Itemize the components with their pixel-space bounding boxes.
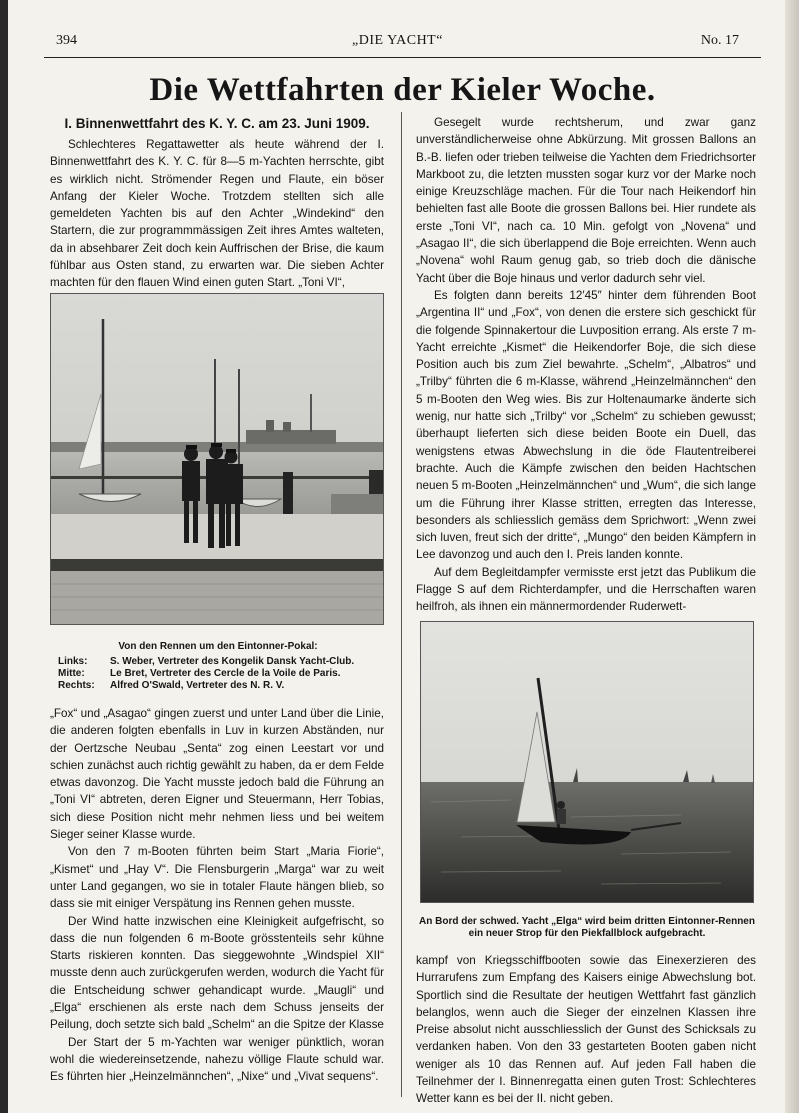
article-title: Die Wettfahrten der Kieler Woche.: [149, 72, 656, 108]
right-paragraph-1: Gesegelt wurde rechtsherum, und zwar ganz unverständlicherweise ohne Abkürzung. Mit grossen Ballons an B.-B. liefen oder trieben teilweise die Yachten dem Friedrichsorter Markboot zu, die letzten mussten sogar kurz vor der Marke noch einige Kreuzschläge machen. Für die Tour nach Heikendorf hin behielten fast alle Boote die grossen Ballons bei. Hier rundete als erste „Toni VI“, nach ca. 10 Min. gefolgt von „Novena“ und „Asagao II“, die sich überlappend die Boje erreichten. Wenn auch „Novena“ wohl Raum genug gab, so trieb doch die dänische Yacht über die Boje hinaus und verlor dadurch sehr viel.: [416, 116, 756, 285]
left-paragraph-4: Der Wind hatte inzwischen eine Kleinigkeit aufgefrischt, so dass die nun folgenden 6 m-Boote grösstenteils sehr kühne Starts riskieren konnten. Das sieggewohnte „Windspiel XII“ musste denn auch zurückgerufen werden, wodurch die Yacht für die Entscheidung schwer gehandicapt wurde. „Maugli“ und „Elga“ erschienen als erste nach dem Schuss jenseits der Peilung, doch setzte sich bald „Schelm“ an die Spitze der Klasse: [50, 914, 384, 1032]
right-paragraph-3: Auf dem Begleitdampfer vermisste erst jetzt das Publikum die Flagge S auf dem Richterdampfer, und die Herrschaften waren heilfroh, als ihnen ein männermordender Ruderwett-: [416, 565, 756, 614]
right-column-top: [416, 114, 756, 616]
header-rule: [44, 57, 761, 58]
photo-yacht-elga: [420, 621, 754, 903]
issue-number: No. 17: [700, 33, 739, 48]
caption-row-left: [58, 656, 378, 668]
photo1-caption-heading: Von den Rennen um den Eintonner-Pokal:: [118, 641, 318, 652]
caption-role: Rechts:: [58, 680, 95, 691]
section-heading: I. Binnenwettfahrt des K. Y. C. am 23. Juni 1909.: [64, 116, 370, 131]
right-column-bottom: [416, 952, 756, 1108]
caption-role: Mitte:: [58, 668, 85, 679]
yacht-at-sea-illustration: [421, 622, 753, 902]
left-column-bottom: [50, 705, 384, 1086]
left-paragraph-2: „Fox“ und „Asagao“ gingen zuerst und unter Land über die Linie, die anderen folgten ebenfalls in Luv in kurzen Abständen, nur der Oertzsche Neubau „Senta“ zog einen Leestart vor und schien zunächst auch richtig gewählt zu haben, da er dem Felde etwas davonzog. Die Yacht musste jedoch bald die Führung an „Toni VI“ abtreten, deren Eigner und Steuermann, Herr Tobias, sich diese Position nicht mehr nehmen liess und bei weitem Sieger seiner Klasse wurde.: [50, 707, 384, 842]
left-paragraph-5: Der Start der 5 m-Yachten war weniger pünktlich, woran wohl die wiedereinsetzende, nahezu völlige Flaute schuld war. Es führten hier „Heinzelmännchen“, „Nixe“ und „Vivat sequens“.: [50, 1035, 384, 1084]
caption-role: Links:: [58, 656, 88, 667]
column-divider: [401, 112, 402, 1097]
page-number: 394: [56, 33, 77, 48]
harbor-scene-illustration: [51, 294, 383, 624]
left-column-top: [50, 114, 384, 292]
journal-title: „DIE YACHT“: [352, 33, 443, 48]
caption-row-middle: [58, 668, 378, 680]
running-header: [56, 33, 739, 53]
photo-harbor-officials: [50, 293, 384, 625]
left-paragraph-3: Von den 7 m-Booten führten beim Start „Maria Fiorie“, „Kismet“ und „Hay V“. Die Flensburgerin „Marga“ war zu weit unter Land gegangen, wo sie in totaler Flaute hängen blieb, so dass sie mit einiger Verspätung ins Rennen gehen musste.: [50, 845, 384, 911]
right-paragraph-2: Es folgten dann bereits 12′45″ hinter dem führenden Boot „Argentina II“ und „Fox“, von denen die erstere sich geschickt für die folgende Spinnakertour die Luvposition errang. Als erste 7 m-Yacht erreichte „Kismet“ die Heikendorfer Boje, die sich diese Position auch bis zum Ziel bewahrte. „Schelm“, „Albatros“ und „Trilby“ führten die 6 m-Klasse, während „Heinzelmännchen“ den 5 m-Booten den Weg wies. Bis zur Holtenaumarke änderte sich wenig, nur hatte sich „Trilby“ vor „Schelm“ zu schieben gewusst; überhaupt lieferten sich diese beiden Boote ein Duell, das wenigstens etwas Abwechslung in die öde Flautentreiberei brachte. Auch die Kämpfe zwischen den beiden Hachtschen neuen 5 m-Booten „Heinzelmännchen“ und „Wum“, die sich lange um die Führung ihrer Klasse stritten, erregten das Interesse, besonders als schliesslich gemäss dem Sprichwort: „Wenn zwei sich luven, freut sich der dritte“, „Mungo“ den beiden Kämpfern in Lee davonzog und auch den I. Preis landen konnte.: [416, 288, 756, 562]
photo2-caption: [414, 916, 760, 940]
page-edge-shadow: [0, 0, 8, 1113]
photo1-caption: [58, 641, 378, 692]
caption-person: Le Bret, Vertreter des Cercle de la Voile de Paris.: [110, 668, 341, 679]
right-paragraph-4: kampf von Kriegsschiffbooten sowie das Einexerzieren des Hurrarufens zum Empfang des Kaisers einige Abwechslung bot. Sportlich sind die Resultate der heutigen Wettfahrt fast gänzlich belanglos, wenn auch die Sieger der einzelnen Klassen ihre Preise absolut nicht ausschliesslich der Gunst des Schicksals zu verdanken haben. Von den 33 gestarteten Booten gaben nicht weniger als 10 das Rennen auf. Auf jeden Fall haben die Teilnehmer der I. Binnenregatta einen guten Trost: Schlechteres Wetter kann es bei der II. nicht geben.: [416, 954, 756, 1106]
caption-row-right: [58, 680, 378, 692]
left-paragraph-1: Schlechteres Regattawetter als heute während der I. Binnenwettfahrt des K. Y. C. für 8—5 m-Yachten herrschte, gibt es wirklich nicht. Strömender Regen und Flaute, ein böser Anfang der Kieler Woche. Trotzdem stellten sich alle gemeldeten Yachten bis auf den Achter „Windekind“ den Startern, die zur programmmässigen Zeit ihres Amtes walteten, da in absehbarer Zeit doch kein Auffrischen der Brise, die kaum fühlbar aus Osten stand, zu erwarten war. Die sieben Achter machten für den flauen Wind einen guten Start. „Toni VI“,: [50, 138, 384, 290]
page-binding: [785, 0, 799, 1113]
caption-person: S. Weber, Vertreter des Kongelik Dansk Yacht-Club.: [110, 656, 355, 667]
caption-person: Alfred O'Swald, Vertreter des N. R. V.: [110, 680, 285, 691]
photo2-caption-text: An Bord der schwed. Yacht „Elga“ wird beim dritten Eintonner-Rennen ein neuer Strop für den Piekfallblock aufgebracht.: [419, 916, 755, 939]
